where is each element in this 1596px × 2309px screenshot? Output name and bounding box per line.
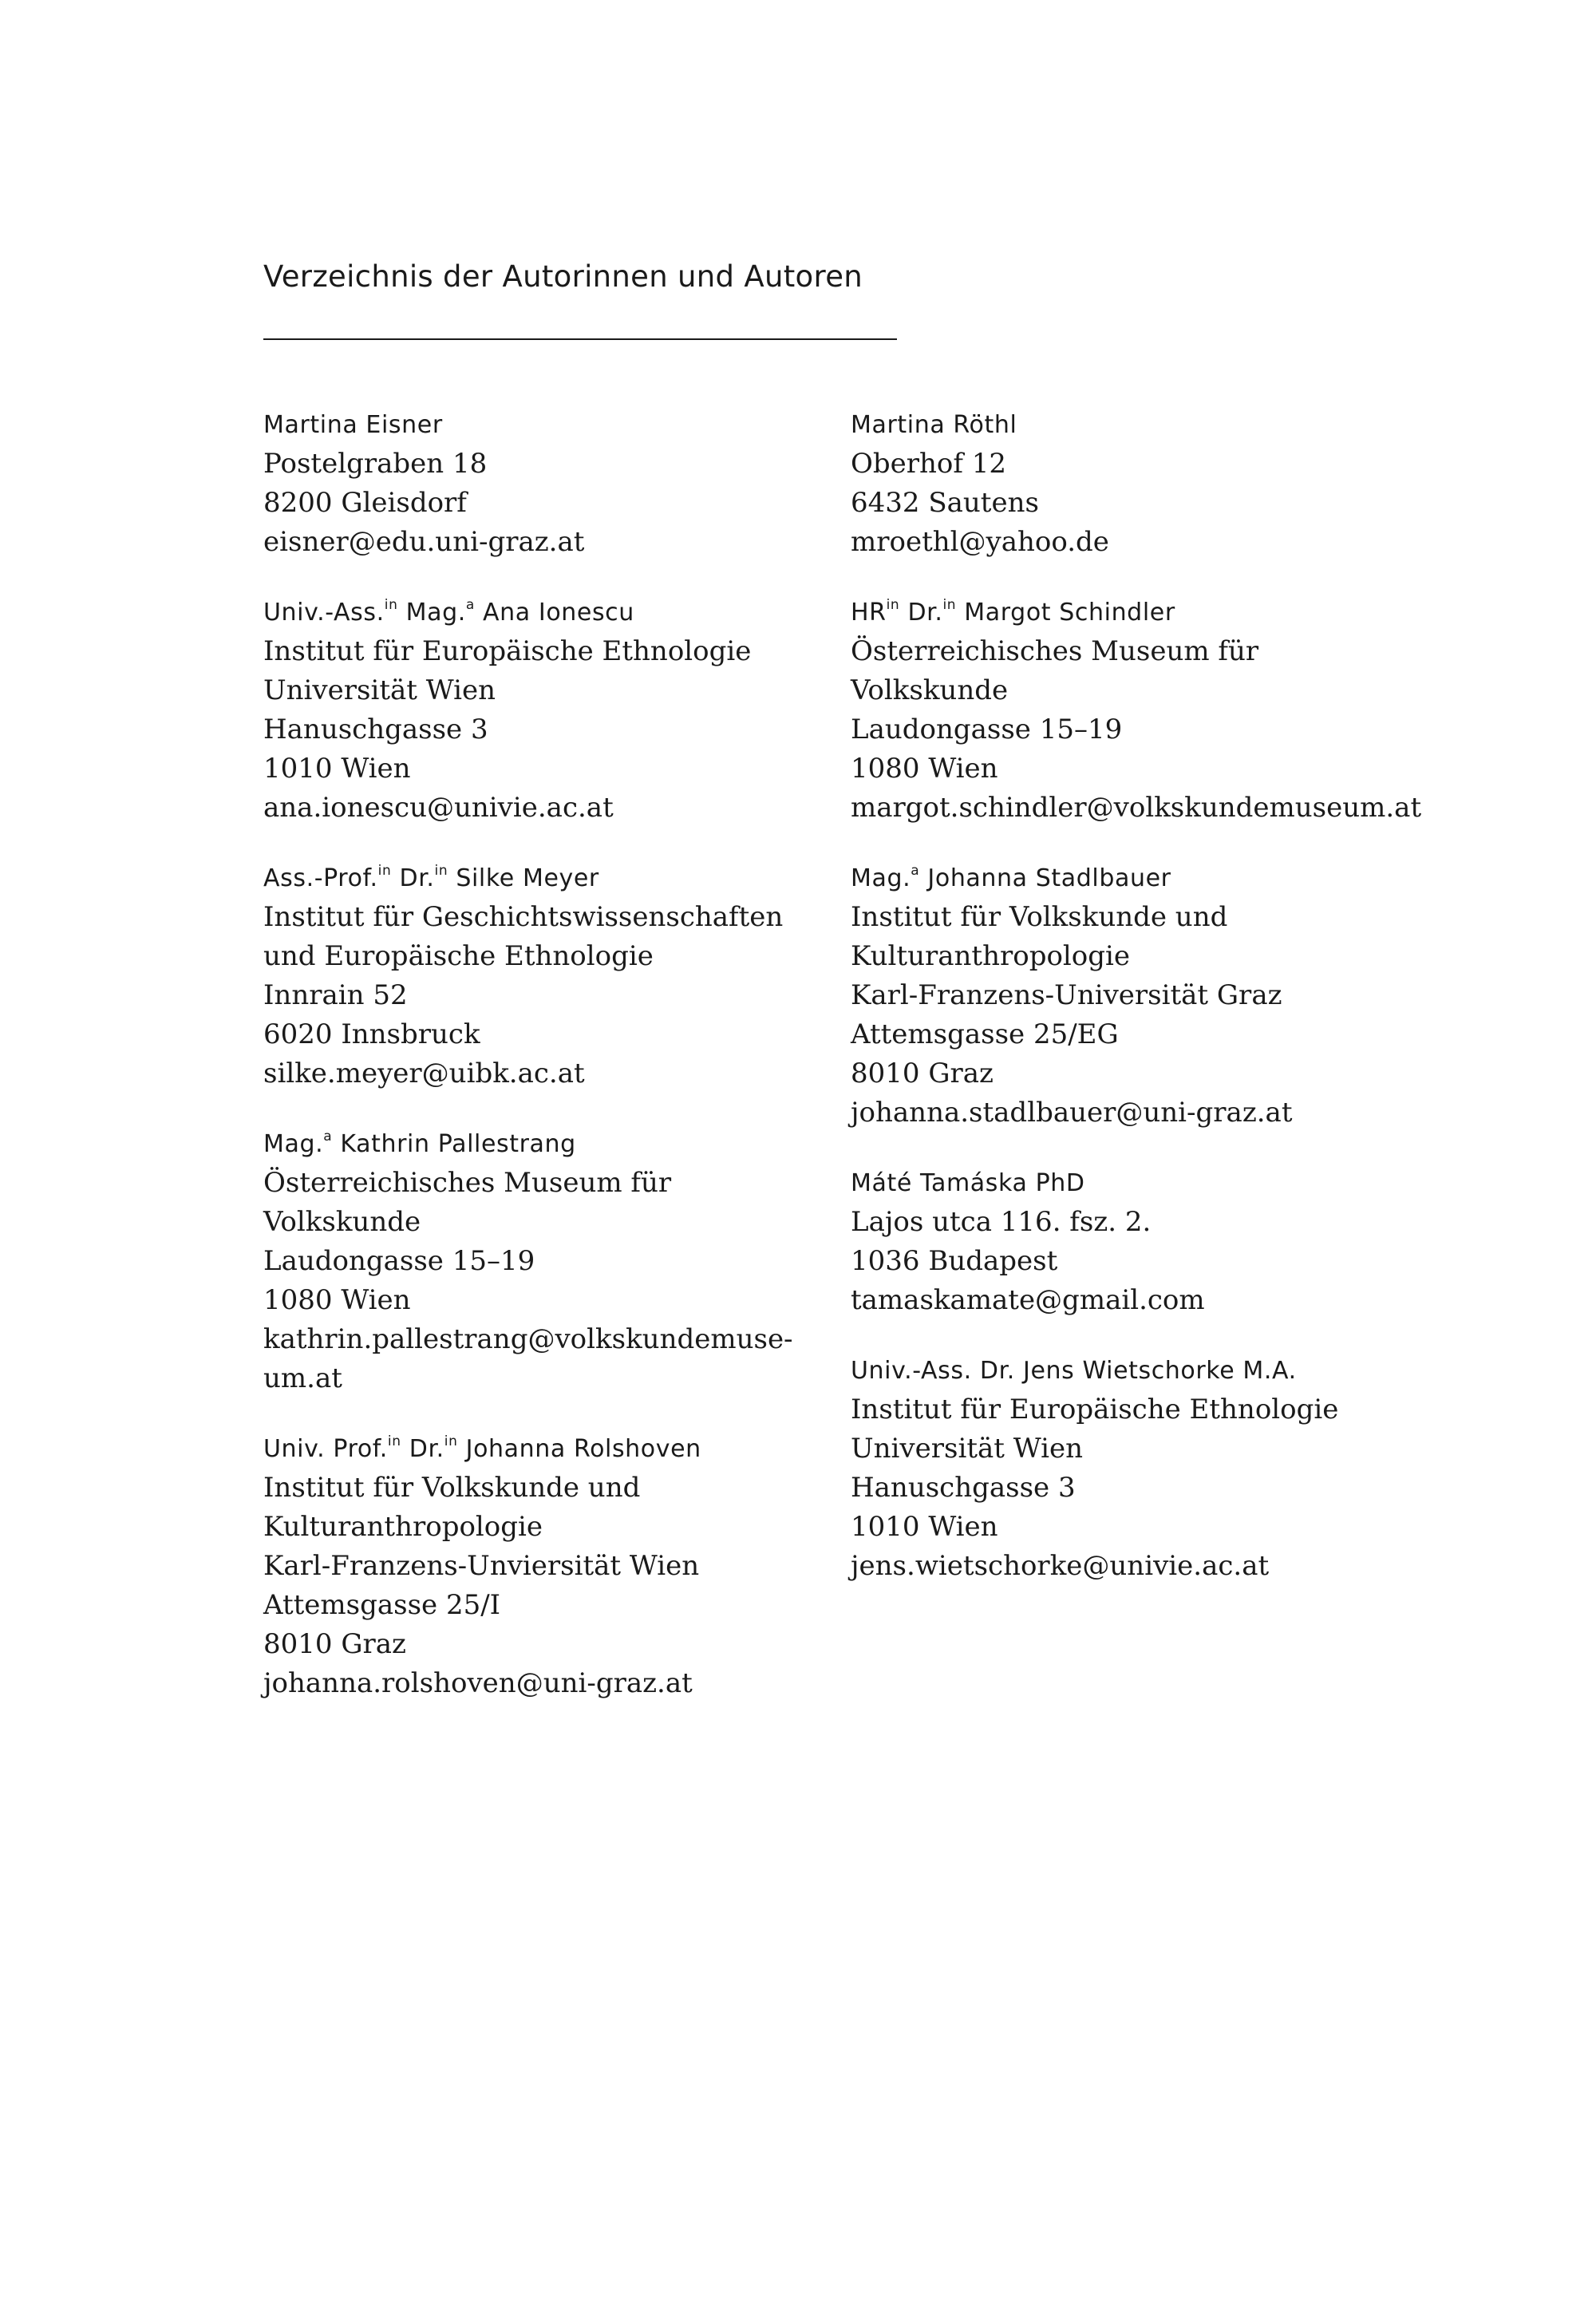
title-superscript: in [377,863,392,879]
name-text: Martina Eisner [263,411,443,439]
address-line: Karl-Franzens-Universität Graz [851,979,1282,1011]
author-column-left [263,409,822,1738]
author-name [263,409,822,441]
address-line: Institut für Europäische Ethnologie [851,1394,1339,1425]
address-line: 1036 Budapest [851,1245,1058,1277]
address-line: Kulturanthropologie [851,940,1131,972]
address-line: 8200 Gleisdorf [263,487,467,519]
title-superscript: in [384,597,398,613]
author-entry [851,1355,1425,1586]
address-line: Hanuschgasse 3 [851,1472,1076,1504]
address-line: und Europäische Ethnologie [263,940,654,972]
author-email: eisner@edu.uni-graz.at [263,526,585,558]
address-line: Kulturanthropologie [263,1511,543,1543]
address-line: 1080 Wien [851,753,998,785]
title-superscript: a [911,863,920,879]
address-line: 1080 Wien [263,1284,411,1316]
address-line: Lajos utca 116. fsz. 2. [851,1206,1152,1238]
author-entry [851,1168,1425,1320]
address-line: Karl-Franzens-Unviersität Wien [263,1550,700,1582]
address-line: 8010 Graz [263,1628,406,1660]
author-email: jens.wietschorke@univie.ac.at [851,1550,1270,1582]
author-email: johanna.rolshoven@uni-graz.at [263,1667,693,1699]
address-line: Institut für Geschichtswissenschaften [263,901,784,933]
author-name [263,1433,822,1465]
name-text: Mag. [397,599,466,627]
title-divider [263,338,897,340]
title-superscript: in [942,597,957,613]
name-text: Johanna Stadlbauer [919,864,1171,892]
address-line: Österreichisches Museum für [851,635,1259,667]
address-line: 8010 Graz [851,1058,994,1089]
author-entry [263,1129,822,1398]
address-line: Institut für Volkskunde und [263,1472,641,1504]
author-entry [263,409,822,562]
author-email: ana.ionescu@univie.ac.at [263,792,614,824]
name-text: Johanna Rolshoven [457,1435,701,1463]
title-superscript: in [886,597,900,613]
title-superscript: in [434,863,448,879]
address-line: Hanuschgasse 3 [263,714,488,745]
author-name [263,863,822,895]
name-text: Máté Tamáska PhD [851,1169,1085,1197]
author-email: johanna.stadlbauer@uni-graz.at [851,1097,1293,1129]
author-name [263,597,822,629]
address-line: Institut für Volkskunde und [851,901,1228,933]
name-text: Univ. Prof. [263,1435,388,1463]
name-text: Martina Röthl [851,411,1017,439]
name-text: Univ.-Ass. Dr. Jens Wietschorke M.A. [851,1357,1297,1385]
author-email: margot.schindler@volkskundemuseum.at [851,792,1422,824]
name-text: Mag. [851,864,911,892]
author-email: mroethl@yahoo.de [851,526,1109,558]
address-line: Oberhof 12 [851,448,1007,480]
name-text: Mag. [263,1130,324,1158]
address-line: 1010 Wien [263,753,411,785]
name-text: Dr. [391,864,435,892]
address-line: Laudongasse 15–19 [263,1245,535,1277]
address-line: 1010 Wien [851,1511,998,1543]
page-title: Verzeichnis der Autorinnen und Autoren [263,259,863,294]
author-entry [263,597,822,828]
address-line: Attemsgasse 25/I [263,1589,501,1621]
address-line: Postelgraben 18 [263,448,488,480]
author-entry [263,1433,822,1703]
author-name [851,1355,1425,1387]
author-email: tamaskamate@gmail.com [851,1284,1205,1316]
address-line: Institut für Europäische Ethnologie [263,635,752,667]
author-entry [263,863,822,1093]
address-line: Laudongasse 15–19 [851,714,1123,745]
name-text: HR [851,599,887,627]
title-superscript: a [323,1129,333,1145]
address-line: 6432 Sautens [851,487,1039,519]
author-email: kathrin.pallestrang@volkskundemuse- [263,1323,793,1355]
author-name [851,1168,1425,1200]
author-name [851,409,1425,441]
author-name [851,863,1425,895]
author-email: silke.meyer@uibk.ac.at [263,1058,585,1089]
address-line: Innrain 52 [263,979,408,1011]
name-text: Kathrin Pallestrang [332,1130,576,1158]
author-column-right [851,409,1425,1621]
name-text: Dr. [899,599,943,627]
address-line: Universität Wien [851,1433,1083,1465]
address-line: Österreichisches Museum für [263,1167,672,1199]
author-name [851,597,1425,629]
name-text: Dr. [401,1435,444,1463]
name-text: Ass.-Prof. [263,864,378,892]
address-line: Universität Wien [263,674,496,706]
author-entry [851,409,1425,562]
name-text: Univ.-Ass. [263,599,385,627]
address-line: Attemsgasse 25/EG [851,1018,1119,1050]
author-entry [851,863,1425,1133]
title-superscript: in [444,1433,458,1449]
author-name [263,1129,822,1160]
author-entry [851,597,1425,828]
address-line: Volkskunde [851,674,1009,706]
name-text: Margot Schindler [956,599,1175,627]
title-superscript: a [465,597,475,613]
author-email: um.at [263,1362,342,1394]
name-text: Ana Ionescu [474,599,634,627]
address-line: Volkskunde [263,1206,421,1238]
name-text: Silke Meyer [448,864,599,892]
address-line: 6020 Innsbruck [263,1018,480,1050]
title-superscript: in [387,1433,401,1449]
